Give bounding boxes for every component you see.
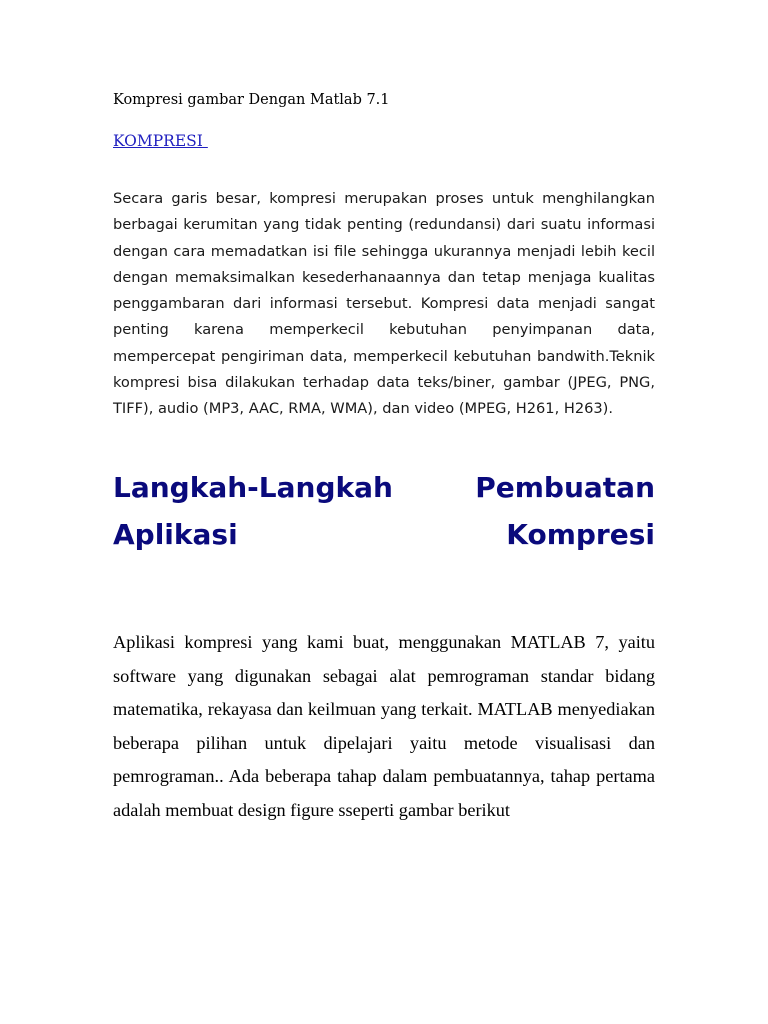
- section-heading: Langkah-Langkah Pembuatan Aplikasi Kompresi: [113, 471, 655, 551]
- intro-paragraph: Secara garis besar, kompresi merupakan proses untuk menghilangkan berbagai kerumitan yang tidak penting (redundansi) dari suatu informasi dengan cara memadatkan isi file sehingga ukurannya menjadi lebih kecil dengan memaksimalkan kesederhanaannya dan tetap menjaga kualitas penggambaran dari informasi tersebut. Kompresi data menjadi sangat penting karena memperkecil kebutuhan penyimpanan data, mempercepat pengiriman data, memperkecil kebutuhan bandwith.Teknik kompresi bisa dilakukan terhadap data teks/biner, gambar (JPEG, PNG, TIFF), audio (MP3, AAC, RMA, WMA), dan video (MPEG, H261, H263).: [113, 190, 655, 418]
- document-title: Kompresi gambar Dengan Matlab 7.1: [113, 92, 390, 108]
- body-paragraph: Aplikasi kompresi yang kami buat, menggunakan MATLAB 7, yaitu software yang digunakan sebagai alat pemrograman standar bidang matematika, rekayasa dan keilmuan yang terkait. MATLAB menyediakan beberapa pilihan untuk dipelajari yaitu metode visualisasi dan pemrograman.. Ada beberapa tahap dalam pembuatannya, tahap pertama adalah membuat design figure sseperti gambar berikut: [113, 632, 655, 820]
- section-link-kompresi[interactable]: KOMPRESI: [113, 132, 208, 150]
